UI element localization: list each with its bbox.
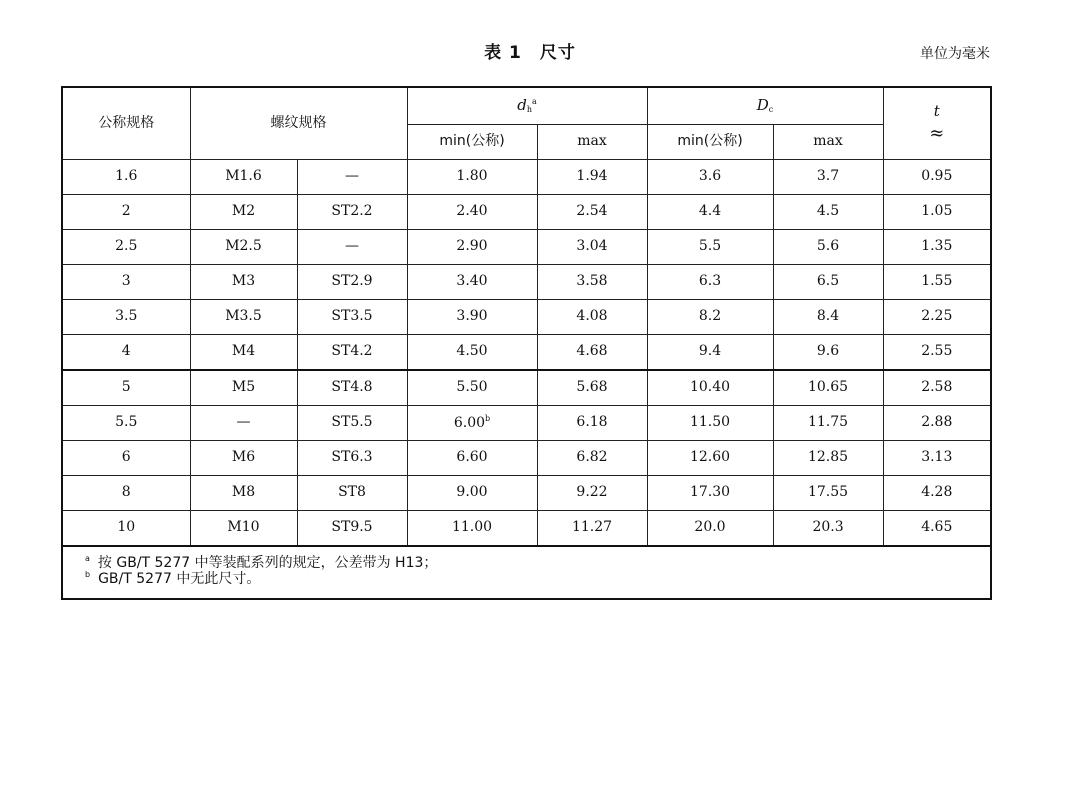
footnote-a	[85, 555, 990, 571]
cell-value: 2.25	[921, 308, 953, 325]
cell-dc-max	[773, 300, 883, 335]
cell-dh-max	[537, 370, 647, 406]
cell-t	[883, 195, 991, 230]
cell-t	[883, 441, 991, 476]
dimension-table	[61, 86, 992, 600]
table-row	[62, 406, 991, 441]
cell-dh-min	[407, 160, 537, 195]
cell-dc-min	[647, 511, 773, 547]
cell-thread-m	[190, 441, 297, 476]
cell-value: 11.50	[689, 414, 731, 431]
cell-thread-m	[190, 300, 297, 335]
cell-t	[883, 511, 991, 547]
footnotes	[62, 546, 991, 599]
cell-value: ST5.5	[331, 414, 373, 431]
cell-dh-min	[407, 476, 537, 511]
cell-value: 5.6	[816, 238, 840, 255]
table-row	[62, 300, 991, 335]
cell-nominal	[62, 370, 190, 406]
cell-dh-max	[537, 476, 647, 511]
unit-note: 单位为毫米	[920, 46, 990, 62]
cell-value: 2.58	[921, 379, 953, 396]
cell-value: 6.60	[456, 449, 488, 466]
cell-thread-st	[297, 160, 407, 195]
cell-dc-min	[647, 160, 773, 195]
cell-dh-min	[407, 300, 537, 335]
cell-thread-st	[297, 300, 407, 335]
cell-t	[883, 230, 991, 265]
table-row	[62, 335, 991, 371]
cell-thread-m	[190, 476, 297, 511]
table-number: 表 1	[484, 43, 522, 63]
cell-t	[883, 370, 991, 406]
cell-value: 2.40	[456, 203, 488, 220]
cell-dc-max	[773, 160, 883, 195]
cell-value: 3.7	[816, 168, 840, 185]
cell-value: M2	[231, 203, 256, 220]
dh-footnote-mark: a	[532, 97, 537, 107]
cell-dh-max	[537, 195, 647, 230]
cell-dh-min	[407, 511, 537, 547]
cell-thread-m	[190, 406, 297, 441]
cell-value: 9.00	[456, 484, 488, 501]
cell-value: 1.35	[921, 238, 953, 255]
cell-thread-m	[190, 370, 297, 406]
cell-value: M8	[231, 484, 256, 501]
cell-value: 20.3	[812, 519, 844, 536]
cell-nominal	[62, 230, 190, 265]
cell-dh-min	[407, 195, 537, 230]
cell-value: —	[345, 238, 359, 255]
cell-value: 3.6	[698, 168, 722, 185]
t-symbol: t	[933, 101, 940, 120]
cell-value: 5.68	[576, 379, 608, 396]
cell-value: 3.40	[456, 273, 488, 290]
header-row	[62, 87, 991, 125]
cell-value: 10.40	[689, 379, 731, 396]
cell-dh-max	[537, 406, 647, 441]
cell-value: ST8	[338, 484, 366, 501]
cell-dc-max	[773, 335, 883, 371]
table-row	[62, 195, 991, 230]
cell-dh-min	[407, 265, 537, 300]
cell-thread-m	[190, 230, 297, 265]
cell-value: ST2.2	[331, 203, 373, 220]
cell-t	[883, 335, 991, 371]
cell-value: 5.5	[698, 238, 722, 255]
cell-value: 11.75	[807, 414, 849, 431]
cell-t	[883, 406, 991, 441]
cell-nominal	[62, 160, 190, 195]
header-thread: 螺纹规格	[190, 87, 407, 160]
cell-value: 8.4	[816, 308, 840, 325]
cell-dh-max	[537, 441, 647, 476]
cell-thread-st	[297, 406, 407, 441]
cell-dh-max	[537, 300, 647, 335]
cell-value: 4.5	[816, 203, 840, 220]
cell-value: 17.30	[689, 484, 731, 501]
cell-dc-max	[773, 406, 883, 441]
cell-value: 5.5	[115, 414, 138, 431]
cell-value: 11.27	[571, 519, 613, 536]
cell-dc-max	[773, 195, 883, 230]
cell-value: 10.65	[807, 379, 849, 396]
cell-thread-m	[190, 195, 297, 230]
cell-thread-st	[297, 370, 407, 406]
cell-value: 3.90	[456, 308, 488, 325]
cell-nominal	[62, 406, 190, 441]
cell-t	[883, 300, 991, 335]
cell-thread-st	[297, 230, 407, 265]
cell-dc-min	[647, 406, 773, 441]
cell-value: 6	[121, 449, 131, 466]
cell-value: ST2.9	[331, 273, 373, 290]
cell-value: 9.6	[816, 343, 840, 360]
cell-nominal	[62, 265, 190, 300]
cell-value: ST4.8	[331, 379, 373, 396]
header-dc	[647, 87, 883, 125]
cell-value: 2	[121, 203, 131, 220]
cell-dc-max	[773, 441, 883, 476]
cell-nominal	[62, 300, 190, 335]
cell-dc-min	[647, 335, 773, 371]
header-t	[883, 87, 991, 160]
table-row	[62, 265, 991, 300]
cell-value: 6.82	[576, 449, 608, 466]
cell-value: 4.68	[576, 343, 608, 360]
cell-dh-max	[537, 511, 647, 547]
table-row	[62, 511, 991, 547]
table-body	[62, 160, 991, 547]
header-dh	[407, 87, 647, 125]
footnote-text: 按 GB/T 5277 中等装配系列的规定，公差带为 H13；	[97, 555, 438, 571]
cell-thread-st	[297, 476, 407, 511]
cell-t	[883, 476, 991, 511]
cell-value: 4.08	[576, 308, 608, 325]
cell-thread-m	[190, 160, 297, 195]
table-row	[62, 476, 991, 511]
cell-thread-m	[190, 511, 297, 547]
cell-value: 2.88	[921, 414, 953, 431]
cell-value: 1.05	[921, 203, 953, 220]
cell-value: 2.54	[576, 203, 608, 220]
table-row	[62, 230, 991, 265]
cell-value: 4.28	[921, 484, 953, 501]
cell-thread-st	[297, 511, 407, 547]
cell-value: 6.5	[816, 273, 840, 290]
table-row	[62, 160, 991, 195]
cell-thread-st	[297, 441, 407, 476]
cell-value: 3.58	[576, 273, 608, 290]
table-caption: 尺寸	[539, 43, 576, 63]
cell-value: 6.00	[453, 414, 486, 431]
table-row	[62, 441, 991, 476]
approx-sign: ≈	[929, 123, 945, 145]
footnote-mark: a	[85, 554, 90, 563]
cell-nominal	[62, 511, 190, 547]
cell-value: 2.55	[921, 343, 953, 360]
dc-subscript: c	[768, 105, 774, 115]
footnote-b	[85, 571, 990, 587]
cell-dc-min	[647, 265, 773, 300]
cell-value: —	[345, 168, 359, 185]
cell-value: M3	[231, 273, 256, 290]
cell-nominal	[62, 476, 190, 511]
cell-value: 2.5	[115, 238, 138, 255]
cell-value: ST9.5	[331, 519, 373, 536]
cell-value: 4.4	[698, 203, 722, 220]
dc-symbol: D	[756, 96, 769, 115]
cell-value: 8	[121, 484, 131, 501]
header-dc-min: min(公称)	[647, 125, 773, 160]
cell-dc-min	[647, 195, 773, 230]
cell-value: M5	[231, 379, 256, 396]
cell-value: 3.5	[115, 308, 138, 325]
cell-value: 12.60	[689, 449, 731, 466]
table-title	[0, 38, 1060, 63]
cell-value: 6.3	[698, 273, 722, 290]
dh-symbol: d	[517, 96, 527, 115]
cell-dh-max	[537, 265, 647, 300]
cell-value: 9.22	[576, 484, 608, 501]
footnote-mark: b	[85, 570, 91, 580]
cell-value: 11.00	[451, 519, 493, 536]
cell-value: 3.13	[921, 449, 953, 466]
cell-dh-min	[407, 441, 537, 476]
cell-value: 17.55	[807, 484, 849, 501]
cell-dc-min	[647, 476, 773, 511]
footnote-text: GB/T 5277 中无此尺寸。	[98, 571, 261, 588]
header-nominal: 公称规格	[62, 87, 190, 160]
cell-value: M10	[227, 519, 260, 536]
cell-nominal	[62, 195, 190, 230]
cell-dc-min	[647, 441, 773, 476]
cell-dc-max	[773, 265, 883, 300]
cell-value: M3.5	[225, 308, 262, 325]
cell-dc-max	[773, 230, 883, 265]
cell-value: 1.55	[921, 273, 953, 290]
cell-value: 5	[121, 379, 131, 396]
cell-dc-min	[647, 300, 773, 335]
cell-value: 4.50	[456, 343, 488, 360]
cell-value: M6	[231, 449, 256, 466]
footnote-ref: b	[485, 413, 491, 423]
cell-value: M2.5	[225, 238, 262, 255]
cell-value: 1.94	[576, 168, 608, 185]
cell-value: 6.18	[576, 414, 608, 431]
cell-dh-max	[537, 230, 647, 265]
cell-value: 10	[117, 519, 136, 536]
cell-value: 20.0	[694, 519, 726, 536]
header-dc-max: max	[773, 125, 883, 160]
table-row	[62, 370, 991, 406]
cell-value: 1.6	[115, 168, 138, 185]
notes-row	[62, 546, 991, 599]
cell-value: ST4.2	[331, 343, 373, 360]
cell-thread-st	[297, 265, 407, 300]
cell-dc-max	[773, 511, 883, 547]
header-dh-min: min(公称)	[407, 125, 537, 160]
cell-thread-m	[190, 265, 297, 300]
cell-value: 1.80	[456, 168, 488, 185]
cell-dc-min	[647, 370, 773, 406]
cell-value: 0.95	[921, 168, 953, 185]
cell-dh-max	[537, 335, 647, 371]
cell-dh-min	[407, 230, 537, 265]
cell-thread-m	[190, 335, 297, 371]
cell-value: 3.04	[576, 238, 608, 255]
cell-value: 9.4	[698, 343, 722, 360]
cell-dh-min	[407, 370, 537, 406]
cell-dh-min	[407, 335, 537, 371]
cell-nominal	[62, 441, 190, 476]
cell-value: —	[236, 414, 251, 431]
cell-dc-max	[773, 370, 883, 406]
cell-value: 5.50	[456, 379, 488, 396]
cell-value: 4	[121, 343, 131, 360]
cell-thread-st	[297, 195, 407, 230]
cell-dc-max	[773, 476, 883, 511]
cell-dh-min	[407, 406, 537, 441]
header-dh-max: max	[537, 125, 647, 160]
cell-value: 3	[121, 273, 131, 290]
cell-value: ST3.5	[331, 308, 373, 325]
cell-value: M1.6	[225, 168, 262, 185]
cell-thread-st	[297, 335, 407, 371]
dh-subscript: h	[526, 105, 532, 115]
cell-value: M4	[231, 343, 256, 360]
cell-t	[883, 160, 991, 195]
cell-value: 8.2	[698, 308, 722, 325]
cell-dc-min	[647, 230, 773, 265]
cell-value: ST6.3	[331, 449, 373, 466]
cell-nominal	[62, 335, 190, 371]
cell-dh-max	[537, 160, 647, 195]
cell-value: 12.85	[807, 449, 849, 466]
cell-value: 2.90	[456, 238, 488, 255]
cell-t	[883, 265, 991, 300]
cell-value: 4.65	[921, 519, 953, 536]
